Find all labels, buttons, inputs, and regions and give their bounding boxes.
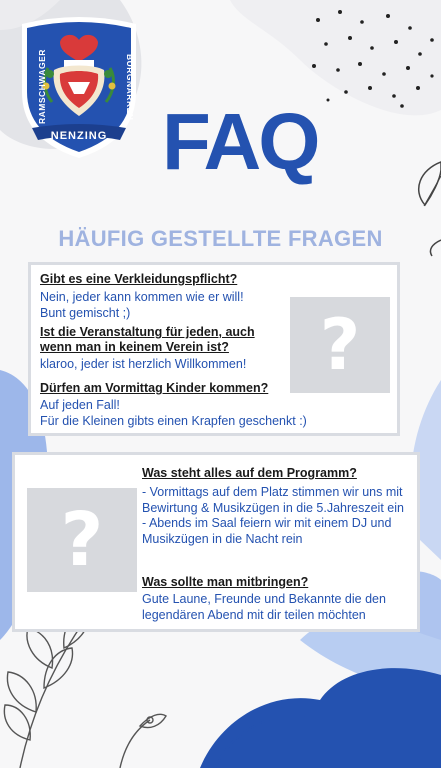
faq1-question-2: Ist die Veranstaltung für jeden, auch wenn man in keinem Verein ist? bbox=[40, 325, 255, 354]
faq1-question-1: Gibt es eine Verkleidungspflicht? bbox=[40, 272, 238, 286]
club-logo bbox=[14, 12, 144, 160]
page-subtitle: HÄUFIG GESTELLTE FRAGEN bbox=[58, 226, 383, 251]
faq2-question-2: Was sollte man mitbringen? bbox=[142, 575, 309, 589]
faq2-question-1: Was steht alles auf dem Programm? bbox=[142, 466, 357, 480]
placeholder-image-1 bbox=[290, 297, 390, 393]
faq2-answer-1: - Vormittags auf dem Platz stimmen wir uns mit Bewirtung & Musikzügen in die 5.Jahreszeit ein - Abends im Saal feiern wir mit einem DJ und Musikzügen in die Nacht rein bbox=[142, 485, 404, 546]
question-mark-icon: ? bbox=[60, 497, 104, 583]
faq1-answer-2: klaroo, jeder ist herzlich Willkommen! bbox=[40, 357, 247, 371]
faq1-answer-3: Auf jeden Fall! Für die Kleinen gibts einen Krapfen geschenkt :) bbox=[40, 398, 307, 428]
faq1-question-3: Dürfen am Vormittag Kinder kommen? bbox=[40, 381, 269, 395]
logo-left-text: RAMSCHWAGER bbox=[37, 49, 47, 125]
faq1-answer-1: Nein, jeder kann kommen wie er will! Bunt gemischt ;) bbox=[40, 290, 244, 320]
logo-right-text: BURGNARREN bbox=[125, 53, 135, 121]
logo-bottom-text: NENZING bbox=[50, 130, 108, 142]
placeholder-image-2 bbox=[27, 488, 137, 592]
page-title: FAQ bbox=[162, 97, 318, 186]
faq2-answer-2: Gute Laune, Freunde und Bekannte die den legendären Abend mit dir teilen möchten bbox=[142, 592, 386, 622]
question-mark-icon: ? bbox=[319, 304, 361, 386]
